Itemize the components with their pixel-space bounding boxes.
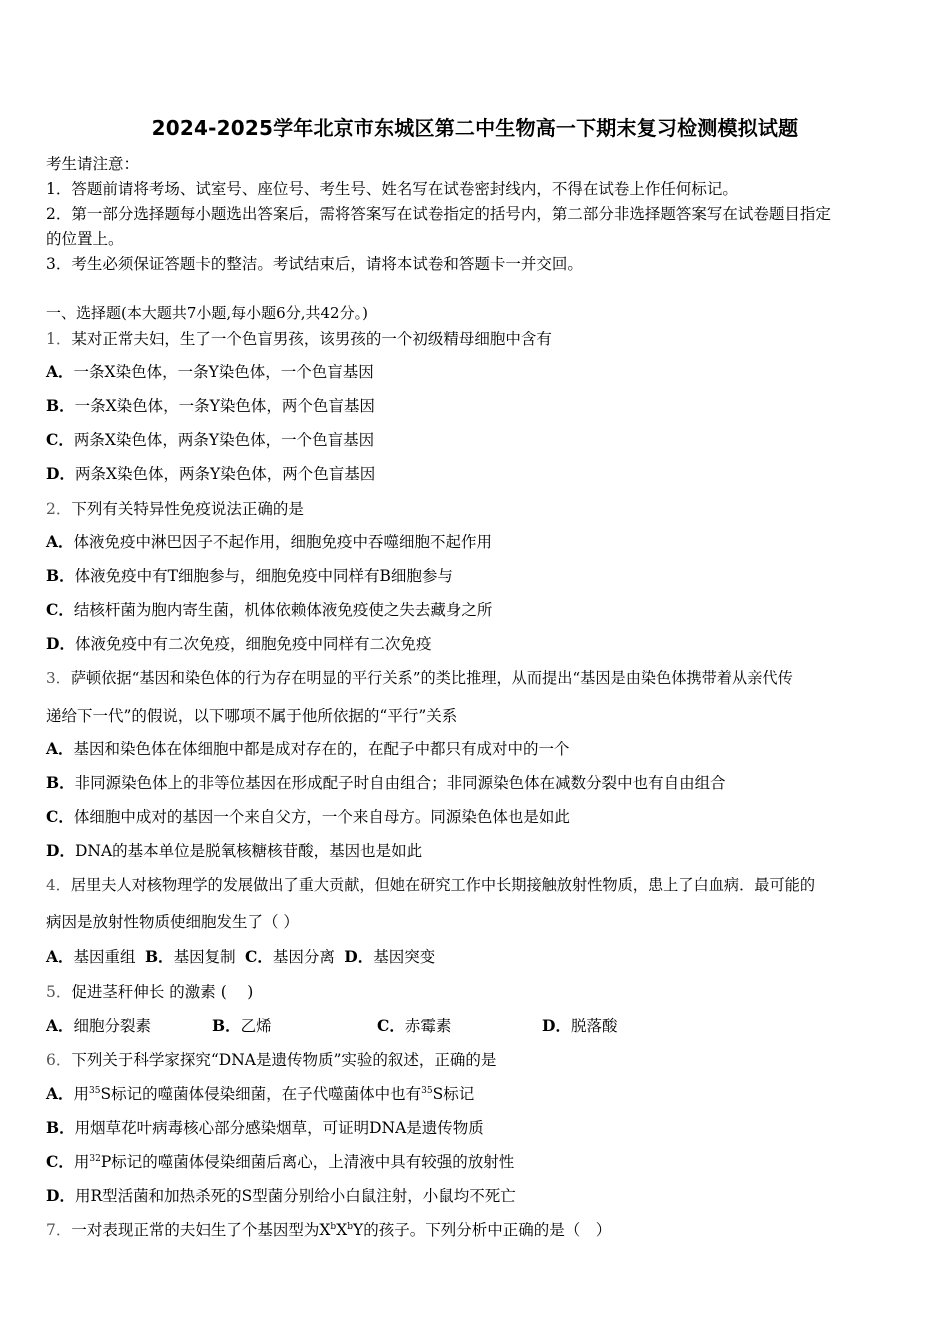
question-stem: 下列有关特异性免疫说法正确的是: [71, 500, 304, 518]
option-label: B．: [46, 773, 75, 792]
option-label: C．: [46, 1152, 74, 1171]
option-label: A．: [46, 362, 74, 381]
option-a: [46, 945, 136, 967]
option-a: [46, 1014, 151, 1036]
option-text: 细胞分裂素: [73, 1017, 152, 1035]
option-label: A．: [46, 532, 74, 551]
option-label: D．: [46, 634, 75, 653]
option-d: [46, 462, 375, 484]
option-text: 用$^{32}$P标记的噬菌体侵染细菌后离心，上清液中具有较强的放射性: [73, 1153, 515, 1171]
option-text: 一条X染色体，一条Y染色体，两个色盲基因: [74, 397, 375, 415]
option-label: A．: [46, 1084, 74, 1103]
notice-item: 2．第一部分选择题每小题选出答案后，需将答案写在试卷指定的括号内，第二部分非选择题答案写在试卷题目指定: [46, 205, 831, 223]
option-label: C．: [46, 430, 74, 449]
question-number: 6．: [46, 1051, 72, 1069]
question-number: 7．: [46, 1221, 72, 1239]
option-label: C．: [244, 947, 273, 966]
option-label: A．: [46, 947, 74, 966]
question-7: [46, 1218, 611, 1240]
option-text: 一条X染色体，一条Y染色体，一个色盲基因: [73, 363, 374, 381]
option-a: [46, 737, 570, 759]
notice-item: 的位置上。: [46, 230, 124, 248]
option-text: 赤霉素: [404, 1017, 452, 1035]
option-label: B．: [46, 1118, 75, 1137]
question-stem: 某对正常夫妇，生了一个色盲男孩，该男孩的一个初级精母细胞中含有: [71, 330, 552, 348]
option-label: C．: [46, 807, 74, 826]
question-number: 1．: [46, 330, 72, 348]
option-c: [46, 428, 374, 450]
page-title: 2024-2025学年北京市东城区第二中生物高一下期末复习检测模拟试题: [151, 116, 799, 140]
option-a: [46, 1082, 474, 1104]
option-d: [46, 632, 431, 654]
option-c: [46, 598, 492, 620]
options-row: [46, 945, 435, 967]
question-stem: 一对表现正常的夫妇生了个基因型为$X^bX^bY$的孩子。下列分析中正确的是（ ）: [71, 1221, 612, 1239]
option-label: D．: [46, 464, 75, 483]
question-number: 4．: [46, 876, 71, 894]
option-text: 体液免疫中有T细胞参与，细胞免疫中同样有B细胞参与: [74, 567, 453, 585]
option-text: 基因分离: [272, 948, 335, 966]
option-label: D．: [344, 947, 374, 966]
option-b: [46, 394, 375, 416]
notice-item: 1．答题前请将考场、试室号、座位号、考生号、姓名写在试卷密封线内，不得在试卷上作任何标记。: [46, 180, 738, 198]
option-text: DNA的基本单位是脱氧核糖核苷酸，基因也是如此: [74, 842, 423, 860]
option-label: D．: [46, 1186, 75, 1205]
option-d: [542, 1014, 617, 1036]
option-text: 基因复制: [173, 948, 236, 966]
question-1: [46, 327, 552, 349]
question-number: 3．: [46, 669, 71, 687]
question-stem: 居里夫人对核物理学的发展做出了重大贡献，但她在研究工作中长期接触放射性物质，患上了白血病．最可能的: [70, 876, 816, 894]
option-b: [46, 564, 453, 586]
option-text: 两条X染色体，两条Y染色体，两个色盲基因: [74, 465, 376, 483]
question-number: 5．: [46, 983, 72, 1001]
option-d: [344, 945, 435, 967]
option-d: [46, 839, 422, 861]
option-label: B．: [46, 566, 75, 585]
question-stem-continued: 病因是放射性物质使细胞发生了（ ）: [46, 913, 299, 931]
option-label: A．: [46, 1016, 74, 1035]
question-stem: 下列关于科学家探究“DNA是遗传物质”实验的叙述，正确的是: [71, 1051, 497, 1069]
option-text: 体液免疫中有二次免疫，细胞免疫中同样有二次免疫: [74, 635, 432, 653]
option-label: C．: [46, 600, 74, 619]
option-label: B．: [144, 947, 174, 966]
option-label: D．: [46, 841, 75, 860]
notice-item: 3．考生必须保证答题卡的整洁。考试结束后，请将本试卷和答题卡一并交回。: [46, 255, 583, 273]
option-label: B．: [212, 1016, 241, 1035]
option-label: D．: [542, 1016, 571, 1035]
option-text: 基因重组: [73, 948, 136, 966]
question-3: [46, 667, 793, 688]
option-a: [46, 360, 374, 382]
option-text: 体液免疫中淋巴因子不起作用，细胞免疫中吞噬细胞不起作用: [73, 533, 493, 551]
option-text: 基因和染色体在体细胞中都是成对存在的，在配子中都只有成对中的一个: [73, 740, 570, 758]
option-text: 两条X染色体，两条Y染色体，一个色盲基因: [73, 431, 375, 449]
section-heading: 一、选择题(本大题共7小题,每小题6分,共42分。): [46, 304, 368, 322]
option-text: 体细胞中成对的基因一个来自父方，一个来自母方。同源染色体也是如此: [73, 808, 570, 826]
notice-heading: 考生请注意：: [46, 155, 140, 173]
option-label: A．: [46, 739, 74, 758]
option-text: 用烟草花叶病毒核心部分感染烟草，可证明DNA是遗传物质: [74, 1119, 484, 1137]
question-number: 2．: [46, 500, 72, 518]
option-c: [377, 1014, 451, 1036]
option-text: 脱落酸: [570, 1017, 618, 1035]
option-b: [46, 771, 726, 793]
option-text: 乙烯: [240, 1017, 272, 1035]
question-6: [46, 1048, 496, 1070]
question-5: [46, 980, 253, 1002]
option-b: [46, 1116, 484, 1138]
question-2: [46, 497, 304, 519]
question-stem: 促进茎秆伸长 的激素 ( ): [71, 983, 254, 1001]
option-d: [46, 1184, 516, 1206]
option-b: [145, 945, 236, 967]
option-b: [212, 1014, 272, 1036]
option-c: [46, 805, 570, 827]
option-c: [46, 1150, 514, 1172]
option-text: 用$^{35}$S标记的噬菌体侵染细菌，在子代噬菌体中也有$^{35}$S标记: [73, 1085, 475, 1103]
option-text: 非同源染色体上的非等位基因在形成配子时自由组合；非同源染色体在减数分裂中也有自由组合: [74, 774, 726, 792]
question-stem: 萨顿依据“基因和染色体的行为存在明显的平行关系”的类比推理，从而提出“基因是由染色体携带着从亲代传: [70, 669, 793, 687]
option-text: 基因突变: [373, 948, 436, 966]
option-label: C．: [377, 1016, 405, 1035]
option-c: [245, 945, 335, 967]
question-stem-continued: 递给下一代”的假说，以下哪项不属于他所依据的“平行”关系: [46, 707, 458, 725]
question-4: [46, 874, 815, 895]
option-text: 用R型活菌和加热杀死的S型菌分别给小白鼠注射，小鼠均不死亡: [74, 1187, 516, 1205]
option-label: B．: [46, 396, 75, 415]
option-text: 结核杆菌为胞内寄生菌，机体依赖体液免疫使之失去藏身之所: [73, 601, 493, 619]
option-a: [46, 530, 492, 552]
